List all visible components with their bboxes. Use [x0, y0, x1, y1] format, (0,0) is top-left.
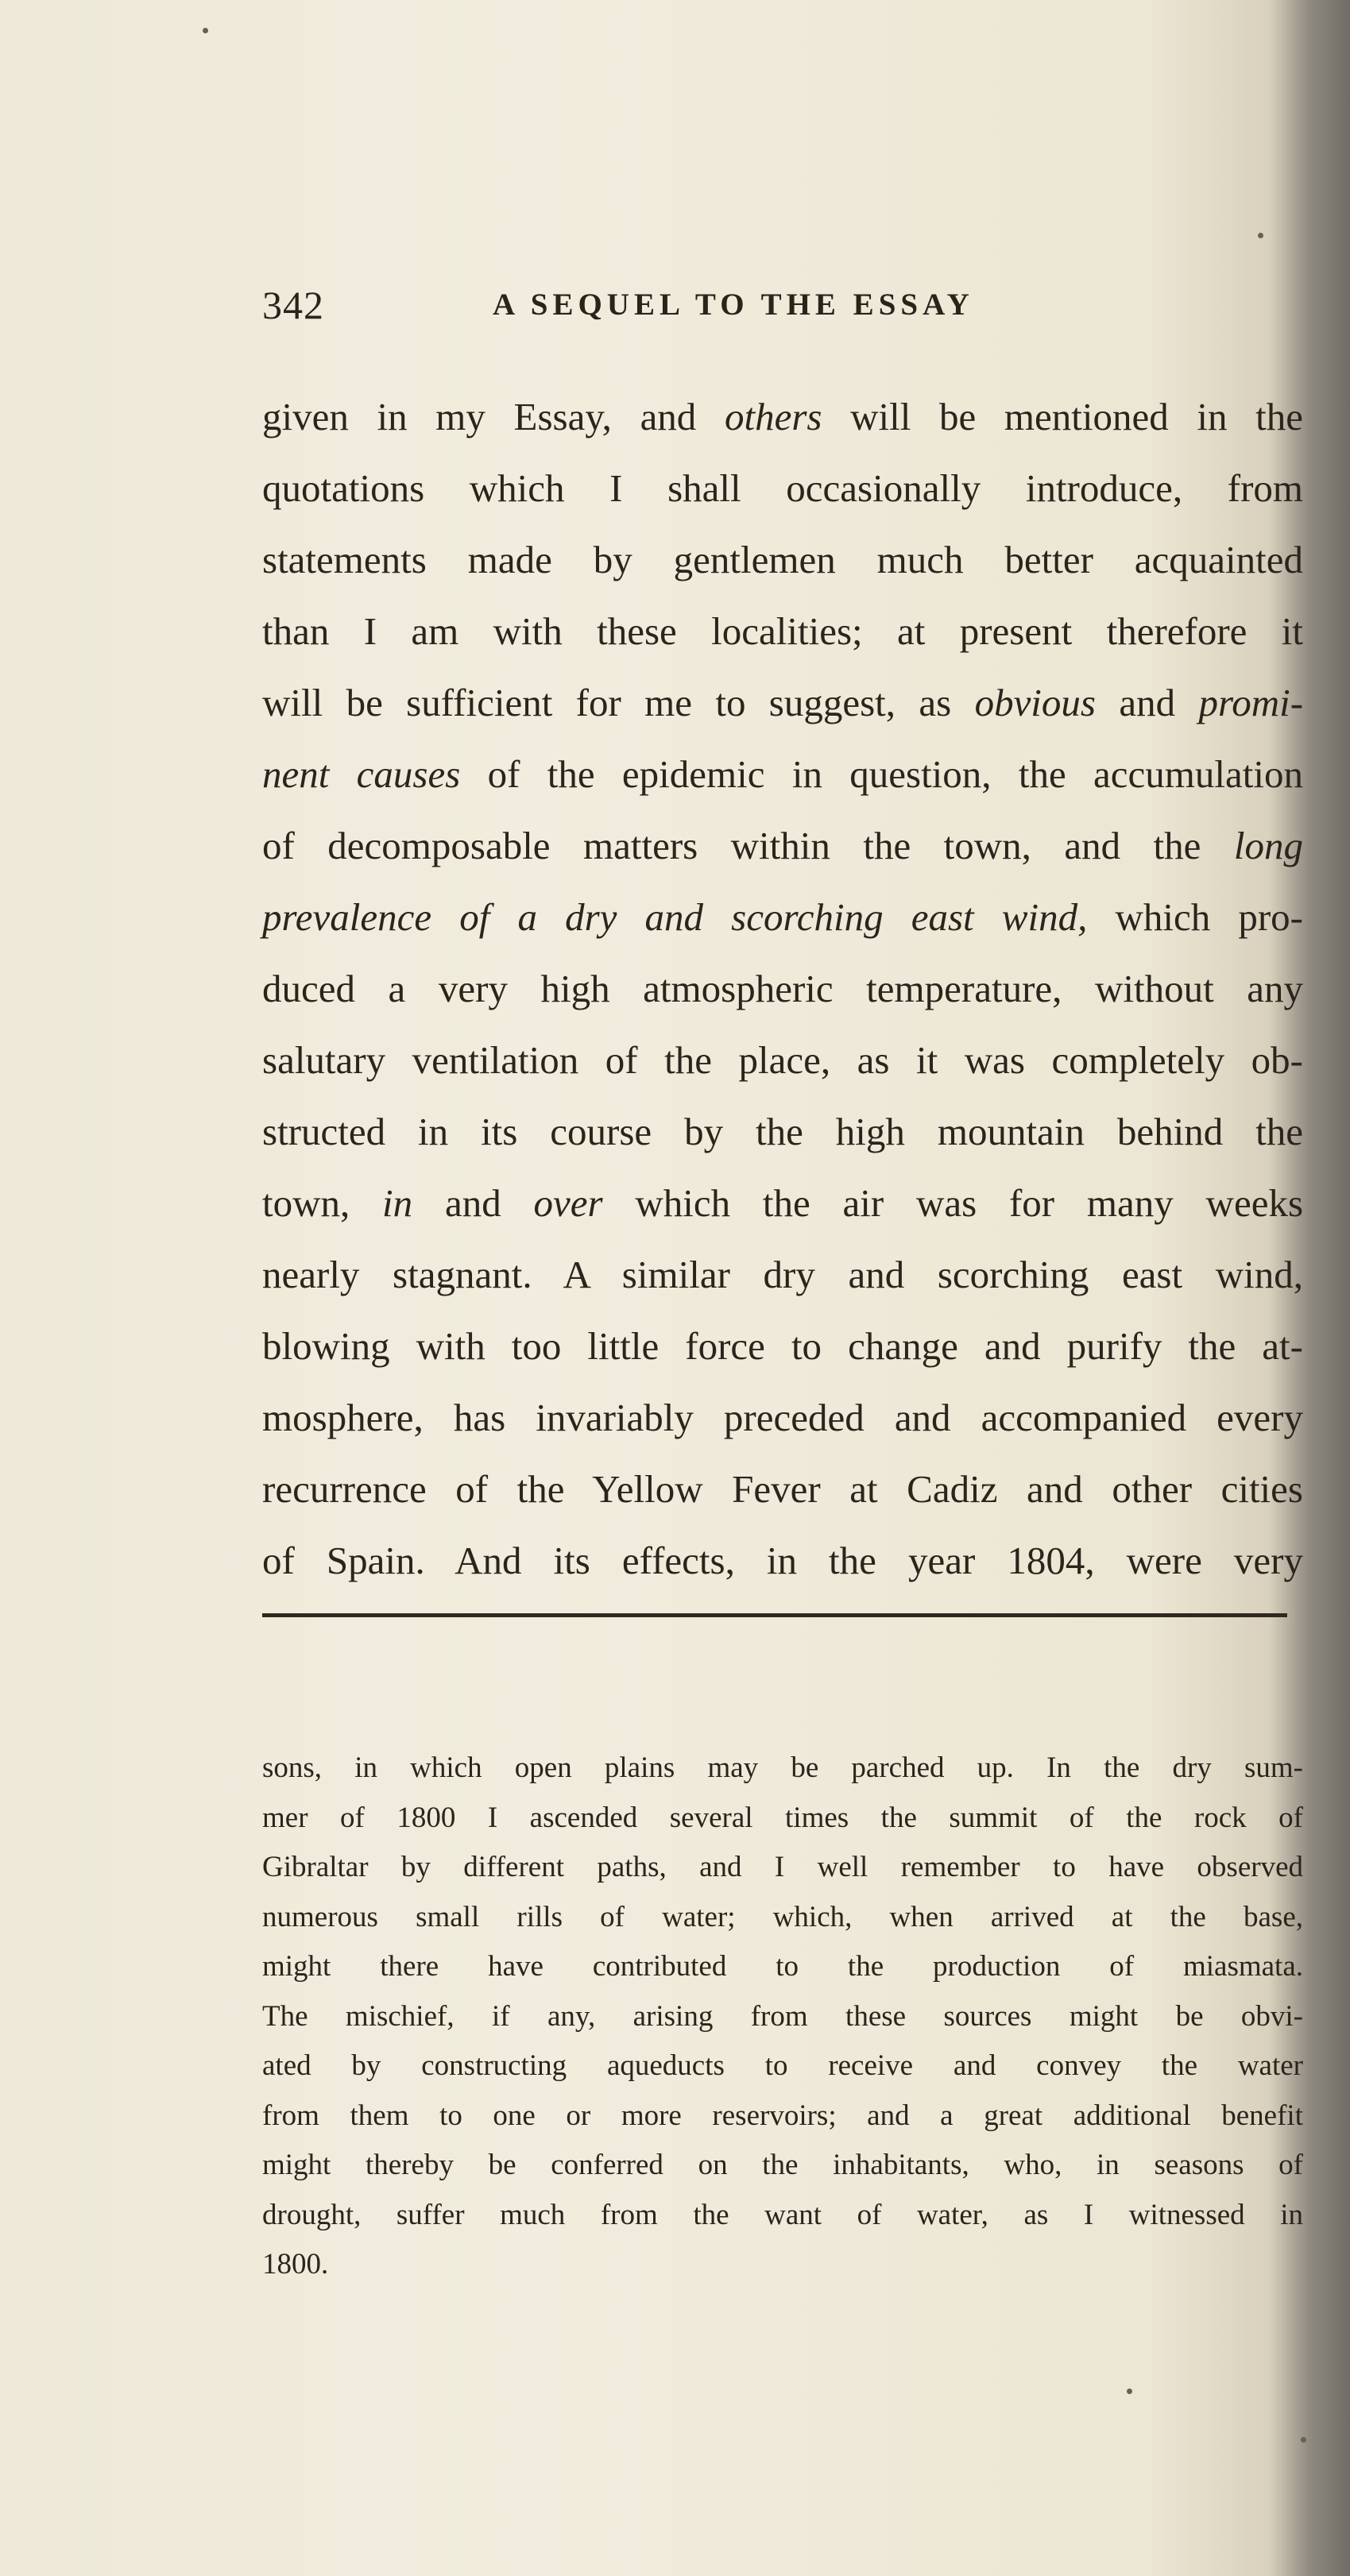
- italic-text: long: [1233, 824, 1303, 867]
- text-line: [262, 1025, 1303, 1096]
- text-line: [262, 1311, 1303, 1382]
- text-segment: will be mentioned in the: [822, 395, 1303, 438]
- text-segment: given in my Essay, and: [262, 395, 725, 438]
- text-line: [262, 1454, 1303, 1525]
- italic-text: over: [533, 1181, 603, 1225]
- text-line: [262, 1168, 1303, 1239]
- body-text: [262, 381, 1303, 1597]
- text-segment: town,: [262, 1181, 383, 1225]
- text-line: [262, 882, 1303, 953]
- paper-speck: [1301, 2437, 1306, 2443]
- text-segment: which the air was for many weeks: [602, 1181, 1304, 1225]
- italic-text: prevalence of a dry and scorching east wind,: [262, 895, 1088, 939]
- text-segment: which pro-: [1087, 895, 1303, 939]
- text-line: [262, 524, 1303, 596]
- italic-text: obvious: [974, 681, 1096, 724]
- text-line: [262, 739, 1303, 810]
- footnote: [262, 1744, 1303, 2290]
- text-segment: statements made by gentlemen much better acquainted: [262, 538, 1303, 581]
- text-line: [262, 1382, 1303, 1454]
- page-number: 342: [262, 283, 324, 327]
- running-head: A SEQUEL TO THE ESSAY: [493, 288, 974, 322]
- italic-text: nent causes: [262, 752, 461, 796]
- footnote-line: drought, suffer much from the want of water, as I witnessed in: [262, 2198, 1303, 2231]
- text-segment: mosphere, has invariably preceded and accompanied every: [262, 1396, 1303, 1439]
- text-segment: quotations which I shall occasionally introduce, from: [262, 466, 1303, 510]
- text-line: [262, 1239, 1303, 1311]
- page-header: [262, 282, 1295, 338]
- text-segment: salutary ventilation of the place, as it was completely ob-: [262, 1038, 1303, 1082]
- text-line: [262, 953, 1303, 1025]
- text-segment: nearly stagnant. A similar dry and scorching east wind,: [262, 1253, 1303, 1296]
- text-segment: recurrence of the Yellow Fever at Cadiz and other cities: [262, 1467, 1303, 1511]
- paper-speck: [203, 28, 208, 33]
- italic-text: promi-: [1198, 681, 1304, 724]
- text-segment: and: [412, 1181, 534, 1225]
- text-line: [262, 1525, 1303, 1597]
- text-line: [262, 810, 1303, 882]
- text-line: [262, 596, 1303, 667]
- text-line: [262, 667, 1303, 739]
- footnote-line: numerous small rills of water; which, when arrived at the base,: [262, 1900, 1303, 1933]
- footnote-line: might there have contributed to the production of miasmata.: [262, 1950, 1303, 1983]
- text-segment: structed in its course by the high mountain behind the: [262, 1110, 1303, 1153]
- italic-text: others: [724, 395, 822, 438]
- footnote-line: from them to one or more reservoirs; and a great additional benefit: [262, 2099, 1303, 2132]
- paper-speck: [1127, 2389, 1132, 2394]
- footnote-line: sons, in which open plains may be parched up. In the dry sum-: [262, 1751, 1303, 1784]
- italic-text: in: [382, 1181, 413, 1225]
- text-segment: of the epidemic in question, the accumulation: [460, 752, 1303, 796]
- text-segment: of Spain. And its effects, in the year 1804, were very: [262, 1539, 1303, 1582]
- text-line: [262, 381, 1303, 453]
- text-line: [262, 1096, 1303, 1168]
- text-segment: than I am with these localities; at present therefore it: [262, 609, 1303, 653]
- text-segment: and: [1096, 681, 1199, 724]
- paper-speck: [1258, 233, 1263, 238]
- footnote-line: might thereby be conferred on the inhabitants, who, in seasons of: [262, 2149, 1303, 2181]
- footnote-rule: [262, 1613, 1287, 1617]
- text-segment: duced a very high atmospheric temperature, without any: [262, 967, 1303, 1010]
- text-line: [262, 453, 1303, 524]
- footnote-line: mer of 1800 I ascended several times the summit of the rock of: [262, 1801, 1303, 1834]
- footnote-line: ated by constructing aqueducts to receive and convey the water: [262, 2049, 1303, 2082]
- footnote-line: 1800.: [262, 2248, 329, 2281]
- footnote-line: The mischief, if any, arising from these sources might be obvi-: [262, 1999, 1303, 2033]
- footnote-line: Gibraltar by different paths, and I well remember to have observed: [262, 1851, 1303, 1883]
- text-segment: will be sufficient for me to suggest, as: [262, 681, 975, 724]
- text-segment: of decomposable matters within the town, and the: [262, 824, 1234, 867]
- text-segment: blowing with too little force to change and purify the at-: [262, 1324, 1303, 1368]
